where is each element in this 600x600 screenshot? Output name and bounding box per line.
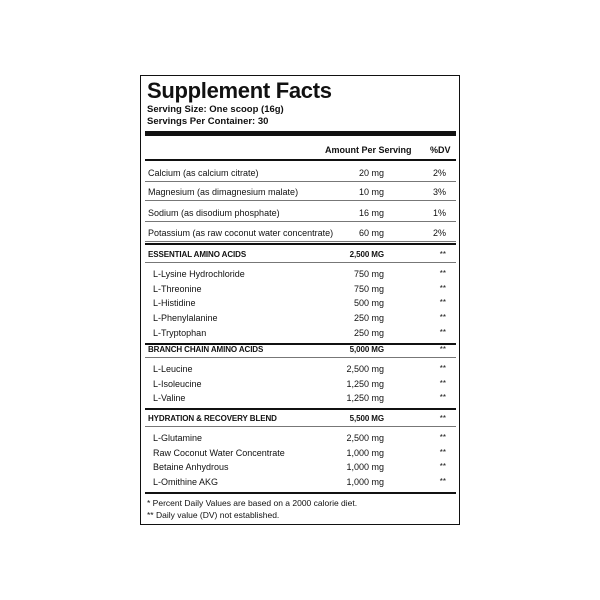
section-end-divider — [145, 408, 456, 410]
dv-header: %DV — [430, 145, 451, 155]
ingredient-dv: ** — [439, 327, 446, 337]
row-divider — [145, 200, 456, 201]
row-divider — [145, 241, 456, 242]
ingredient-dv: ** — [439, 378, 446, 388]
section-end-divider — [145, 492, 456, 494]
row-divider — [145, 221, 456, 222]
ingredient-dv: ** — [439, 298, 446, 308]
ingredient-dv: ** — [439, 393, 446, 403]
footnote: * Percent Daily Values are based on a 2000 calorie diet. — [147, 498, 358, 508]
ingredient-dv: ** — [439, 462, 446, 472]
panel-title: Supplement Facts — [147, 78, 332, 103]
thick-divider — [145, 131, 456, 136]
header-divider — [145, 159, 456, 161]
section-divider — [145, 243, 456, 245]
ingredient-amount: 1,000 mg — [346, 447, 384, 458]
ingredient-name: L-Omithine AKG — [153, 477, 219, 488]
ingredient-name: L-Leucine — [153, 364, 193, 374]
section-title: HYDRATION & RECOVERY BLEND — [148, 414, 277, 423]
serving-size: Serving Size: One scoop (16g) — [147, 104, 284, 115]
mineral-amount: 16 mg — [358, 208, 384, 218]
ingredient-dv: ** — [439, 269, 446, 278]
ingredient-amount: 750 mg — [353, 269, 384, 279]
ingredient-dv: ** — [439, 364, 446, 373]
footnote: ** Daily value (DV) not established. — [147, 510, 280, 520]
ingredient-dv: ** — [439, 447, 446, 457]
section-dv: ** — [439, 414, 446, 423]
ingredient-name: L-Phenylalanine — [153, 313, 218, 324]
section-title: BRANCH CHAIN AMINO ACIDS — [148, 345, 264, 354]
ingredient-name: L-Threonine — [153, 283, 202, 294]
section-title-divider — [145, 262, 456, 263]
ingredient-amount: 1,000 mg — [346, 477, 384, 488]
mineral-dv: 3% — [432, 187, 446, 197]
mineral-name: Potassium (as raw coconut water concentrate) — [148, 228, 334, 238]
ingredient-amount: 1,250 mg — [346, 378, 384, 389]
ingredient-dv: ** — [439, 433, 446, 442]
ingredient-dv: ** — [439, 313, 446, 323]
ingredient-name: L-Tryptophan — [153, 327, 207, 338]
section-title-divider — [145, 357, 456, 358]
section-dv: ** — [439, 250, 446, 259]
section-title-divider — [145, 426, 456, 427]
mineral-amount: 60 mg — [358, 228, 384, 238]
ingredient-name: Raw Coconut Water Concentrate — [153, 447, 285, 458]
servings-per-container: Servings Per Container: 30 — [147, 116, 269, 127]
mineral-dv: 1% — [432, 208, 446, 218]
ingredient-amount: 2,500 mg — [346, 433, 384, 443]
ingredient-amount: 250 mg — [353, 313, 384, 324]
mineral-amount: 20 mg — [358, 168, 384, 178]
section-amount: 5,000 MG — [349, 345, 384, 354]
mineral-name: Magnesium (as dimagnesium malate) — [148, 187, 299, 197]
ingredient-name: L-Glutamine — [153, 433, 203, 443]
ingredient-name: Betaine Anhydrous — [153, 462, 229, 473]
mineral-dv: 2% — [432, 228, 446, 238]
mineral-dv: 2% — [432, 168, 446, 178]
mineral-amount: 10 mg — [358, 187, 384, 197]
mineral-name: Calcium (as calcium citrate) — [148, 168, 259, 178]
section-amount: 5,500 MG — [349, 414, 384, 423]
ingredient-amount: 250 mg — [353, 327, 384, 338]
ingredient-amount: 750 mg — [353, 283, 384, 294]
ingredient-amount: 1,250 mg — [346, 393, 384, 404]
section-amount: 2,500 MG — [349, 250, 384, 259]
ingredient-amount: 500 mg — [353, 298, 384, 309]
ingredient-name: L-Isoleucine — [153, 378, 202, 389]
ingredient-amount: 2,500 mg — [346, 364, 384, 374]
ingredient-name: L-Histidine — [153, 298, 196, 309]
ingredient-amount: 1,000 mg — [346, 462, 384, 473]
row-divider — [145, 181, 456, 182]
ingredient-dv: ** — [439, 477, 446, 487]
section-title: ESSENTIAL AMINO ACIDS — [148, 250, 247, 259]
ingredient-dv: ** — [439, 283, 446, 293]
ingredient-name: L-Valine — [153, 393, 186, 404]
mineral-name: Sodium (as disodium phosphate) — [148, 208, 280, 218]
amount-header: Amount Per Serving — [325, 145, 412, 155]
section-dv: ** — [439, 345, 446, 354]
ingredient-name: L-Lysine Hydrochloride — [153, 269, 245, 279]
